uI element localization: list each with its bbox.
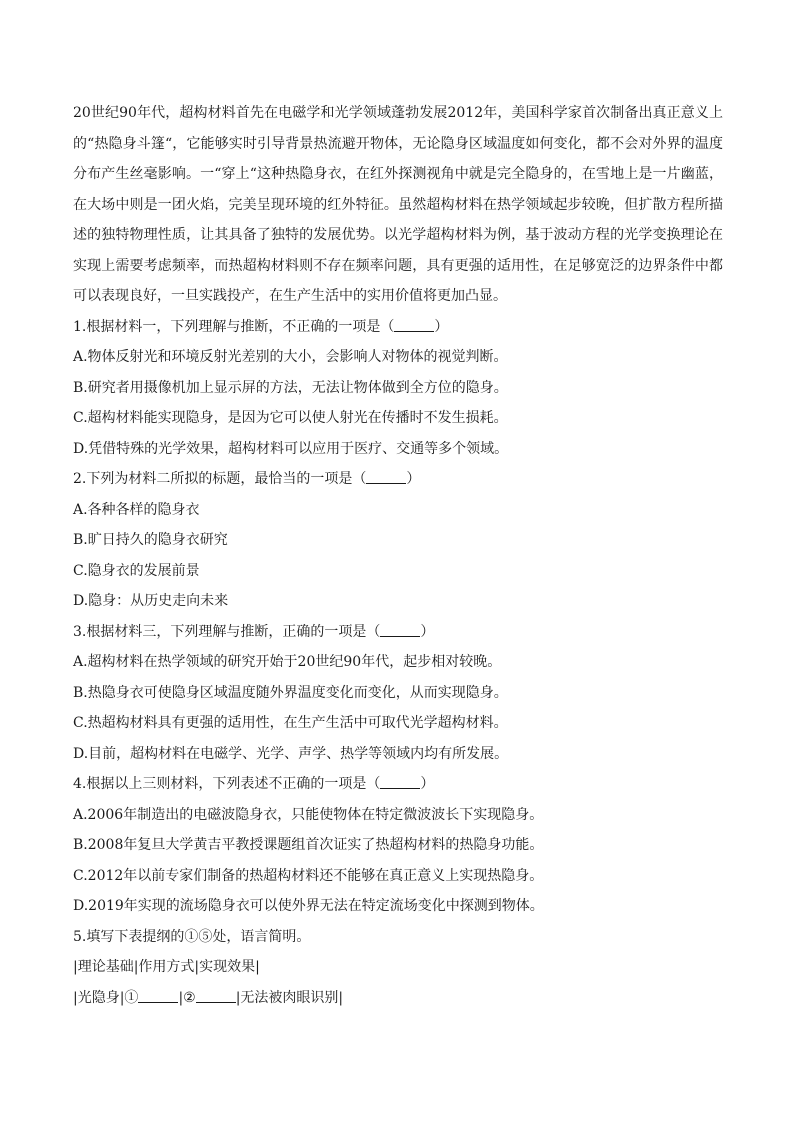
question-2-stem: 2.下列为材料二所拟的标题，最恰当的一项是（ ） <box>73 471 421 487</box>
question-4-option-b: B.2008年复旦大学黄吉平教授课题组首次证实了热超构材料的热隐身功能。 <box>73 837 544 853</box>
question-2-option-c: C.隐身衣的发展前景 <box>73 562 200 579</box>
question-3-option-c: C.热超构材料具有更强的适用性，在生产生活中可取代光学超构材料。 <box>73 715 508 731</box>
answer-blank[interactable] <box>394 317 434 332</box>
table-header-row: |理论基础|作用方式|实现效果| <box>73 959 260 975</box>
question-1-option-c: C.超构材料能实现隐身，是因为它可以使人射光在传播时不发生损耗。 <box>73 410 508 426</box>
question-4-stem: 4.根据以上三则材料，下列表述不正确的一项是（ ） <box>73 776 435 792</box>
document-page <box>73 98 723 1013</box>
question-1-option-b: B.研究者用摄像机加上显示屏的方法，无法让物体做到全方位的隐身。 <box>73 379 508 396</box>
question-3-option-d: D.目前，超构材料在电磁学、光学、声学、热学等领域内均有所发展。 <box>73 745 509 762</box>
question-4-option-c: C.2012年以前专家们制备的热超构材料还不能够在真正意义上实现热隐身。 <box>73 867 544 884</box>
question-1-option-d: D.凭借特殊的光学效果，超构材料可以应用于医疗、交通等多个领域。 <box>73 440 509 457</box>
question-1-stem: 1.根据材料一，下列理解与推断，不正确的一项是（ ） <box>73 318 449 335</box>
question-2-option-b: B.旷日持久的隐身衣研究 <box>73 532 228 548</box>
answer-blank[interactable] <box>380 774 420 789</box>
passage-paragraph: 20世纪90年代，超构材料首先在电磁学和光学领域蓬勃发展2012年，美国科学家首次制备出真正意义上的“热隐身斗篷“，它能够实时引导背景热流避开物体，无论隐身区域温度如何变化，都不会对外界的温度分布产生丝毫影响。一“穿上“这种热隐身衣，在红外探测视角中就是完全隐身的，在雪地上是一片幽蓝，在大场中则是一团火焰，完美呈现环境的红外特征。虽然超构材料在热学领域起步较晚，但扩散方程所描述的独特物理性质，让其具备了独特的发展优势。以光学超构材料为例，基于波动方程的光学变换理论在实现上需要考虑频率，而热超构材料则不存在频率问题，具有更强的适用性，在足够宽泛的边界条件中都可以表现良好，一旦实践投产，在生产生活中的实用价值将更加凸显。 <box>73 105 723 304</box>
question-2-option-d: D.隐身：从历史走向未来 <box>73 593 229 609</box>
question-1-option-a: A.物体反射光和环境反射光差别的大小，会影响人对物体的视觉判断。 <box>73 349 508 365</box>
question-3-option-a: A.超构材料在热学领域的研究开始于20世纪90年代，起步相对较晚。 <box>73 654 502 670</box>
answer-blank[interactable] <box>366 469 406 484</box>
question-4-option-a: A.2006年制造出的电磁波隐身衣，只能使物体在特定微波波长下实现隐身。 <box>73 806 544 823</box>
question-4-option-d: D.2019年实现的流场隐身衣可以使外界无法在特定流场变化中探测到物体。 <box>73 898 544 914</box>
answer-blank-1[interactable] <box>138 988 178 1003</box>
table-row-light-invisibility: |光隐身|① |② |无法被肉眼识别| <box>73 989 344 1006</box>
question-3-option-b: B.热隐身衣可使隐身区域温度随外界温度变化而变化，从而实现隐身。 <box>73 684 508 701</box>
question-5-stem: 5.填写下表提纲的①⑤处，语言简明。 <box>73 928 311 945</box>
question-3-stem: 3.根据材料三，下列理解与推断，正确的一项是（ ） <box>73 623 435 640</box>
answer-blank-2[interactable] <box>196 988 236 1003</box>
question-2-option-a: A.各种各样的隐身衣 <box>73 501 200 518</box>
answer-blank[interactable] <box>380 622 420 637</box>
